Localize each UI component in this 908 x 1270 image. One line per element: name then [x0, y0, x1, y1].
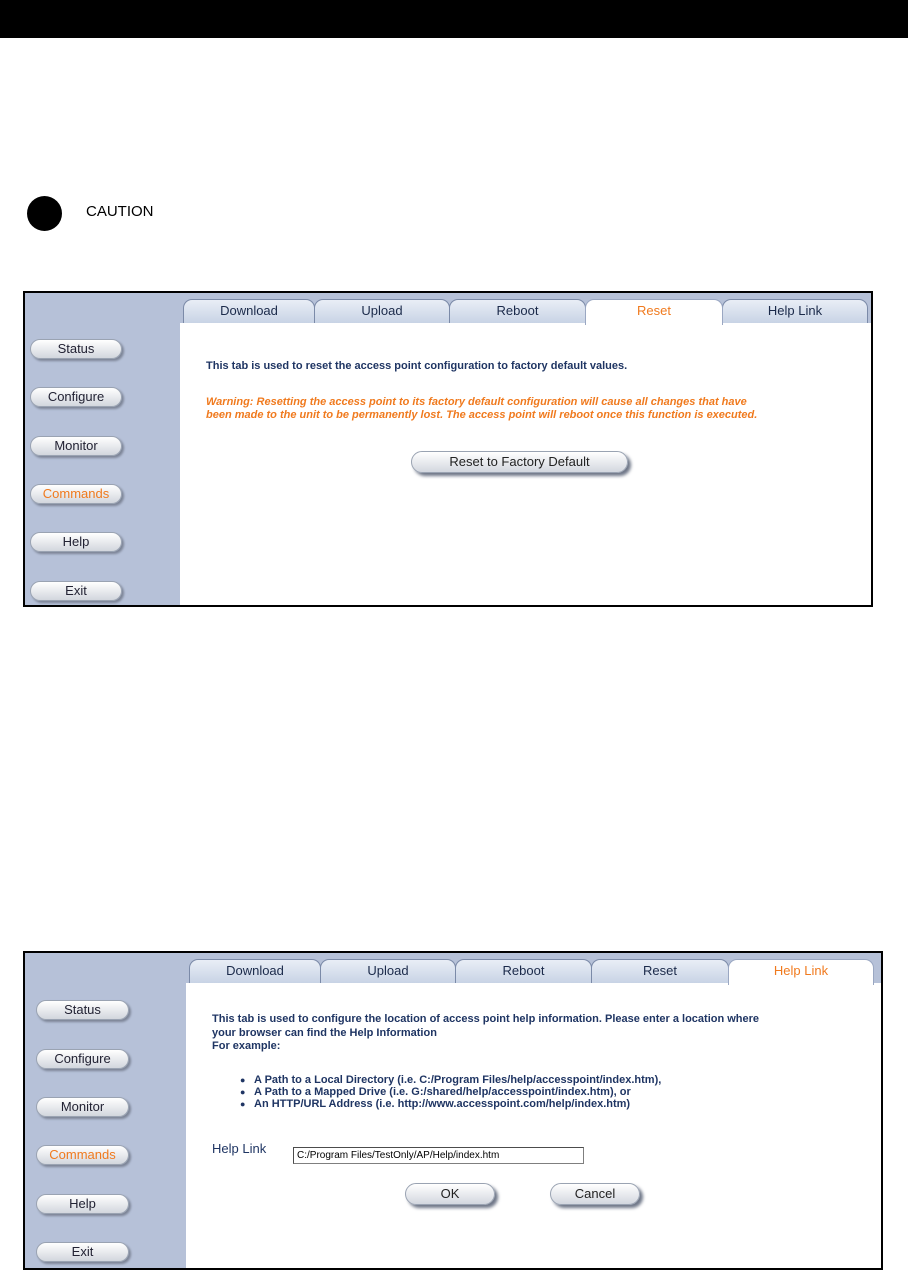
nav-help-button[interactable]: Help [36, 1194, 129, 1214]
nav-status-button[interactable]: Status [36, 1000, 129, 1020]
tab-download[interactable]: Download [183, 299, 315, 323]
help-link-intro-line-1: This tab is used to configure the location of access point help information. Please enter a location where [212, 1013, 760, 1025]
tab-help-link[interactable]: Help Link [728, 959, 874, 985]
tab-reset[interactable]: Reset [585, 299, 723, 325]
tab-upload[interactable]: Upload [320, 959, 456, 983]
nav-monitor-button[interactable]: Monitor [30, 436, 122, 456]
nav-monitor-button[interactable]: Monitor [36, 1097, 129, 1117]
tab-reboot[interactable]: Reboot [455, 959, 592, 983]
nav-configure-button[interactable]: Configure [36, 1049, 129, 1069]
caution-icon [27, 196, 62, 231]
help-link-field-label: Help Link [212, 1141, 267, 1156]
list-item: ● A Path to a Local Directory (i.e. C:/Program Files/help/accesspoint/index.htm), [254, 1074, 661, 1086]
tab-reset[interactable]: Reset [591, 959, 729, 983]
nav-commands-button[interactable]: Commands [30, 484, 122, 504]
reset-warning-line-1: Warning: Resetting the access point to its factory default configuration will cause all changes that have [206, 396, 747, 408]
nav-exit-button[interactable]: Exit [30, 581, 122, 601]
reset-description: This tab is used to reset the access point configuration to factory default values. [206, 360, 628, 372]
help-link-input[interactable] [293, 1147, 584, 1164]
nav-help-button[interactable]: Help [30, 532, 122, 552]
reset-to-factory-default-button[interactable]: Reset to Factory Default [411, 451, 628, 473]
tab-download[interactable]: Download [189, 959, 321, 983]
header-bar [0, 0, 908, 38]
list-item: ● A Path to a Mapped Drive (i.e. G:/shared/help/accesspoint/index.htm), or [254, 1086, 661, 1098]
reset-warning-line-2: been made to the unit to be permanently lost. The access point will reboot once this function is executed. [206, 409, 758, 421]
nav-status-button[interactable]: Status [30, 339, 122, 359]
nav-exit-button[interactable]: Exit [36, 1242, 129, 1262]
nav-commands-button[interactable]: Commands [36, 1145, 129, 1165]
help-link-intro-line-2: your browser can find the Help Information [212, 1027, 437, 1039]
help-link-examples [239, 1074, 661, 1110]
tab-reboot[interactable]: Reboot [449, 299, 586, 323]
nav-configure-button[interactable]: Configure [30, 387, 122, 407]
reset-panel [23, 291, 873, 607]
list-item: ● An HTTP/URL Address (i.e. http://www.accesspoint.com/help/index.htm) [254, 1098, 661, 1110]
ok-button[interactable]: OK [405, 1183, 495, 1205]
tab-help-link[interactable]: Help Link [722, 299, 868, 323]
cancel-button[interactable]: Cancel [550, 1183, 640, 1205]
help-link-panel [23, 951, 883, 1270]
tab-upload[interactable]: Upload [314, 299, 450, 323]
help-link-intro-line-3: For example: [212, 1040, 281, 1052]
caution-label: CAUTION [86, 203, 154, 220]
